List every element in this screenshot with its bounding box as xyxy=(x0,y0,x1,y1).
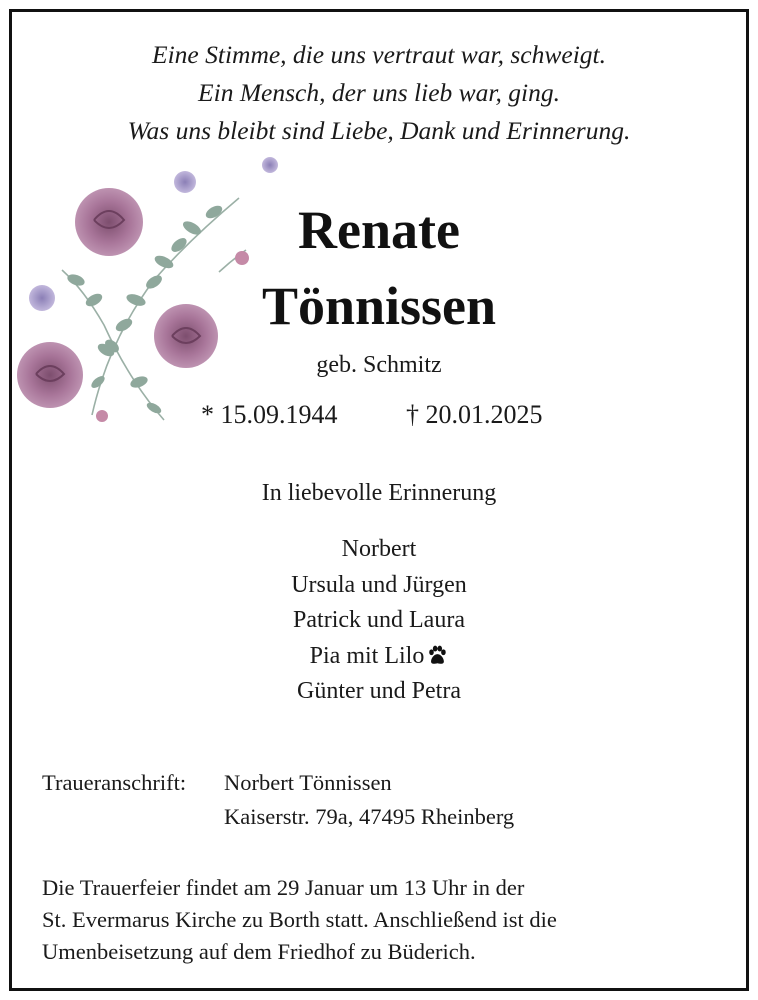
address-label: Traueranschrift: xyxy=(42,770,187,795)
ceremony-line: Umenbeisetzung auf dem Friedhof zu Büderich. xyxy=(42,939,476,964)
ceremony-notice xyxy=(42,872,557,968)
verse xyxy=(0,36,758,150)
maiden-name: geb. Schmitz xyxy=(316,352,442,378)
deceased-last-name: Tönnissen xyxy=(261,276,497,336)
address-name: Norbert Tönnissen xyxy=(224,770,392,795)
mourner: Ursula und Jürgen xyxy=(291,571,467,598)
verse-line: Ein Mensch, der uns lieb war, ging. xyxy=(198,78,560,107)
death-date: † 20.01.2025 xyxy=(406,400,543,429)
mourner: Günter und Petra xyxy=(297,678,461,704)
verse-line: Was uns bleibt sind Liebe, Dank und Erinnerung. xyxy=(127,116,631,145)
verse-line: Eine Stimme, die uns vertraut war, schweigt. xyxy=(152,40,606,69)
ceremony-line: Die Trauerfeier findet am 29 Januar um 13 Uhr in der xyxy=(42,875,525,900)
birth-date: * 15.09.1944 xyxy=(201,400,338,429)
mourner-with-pet xyxy=(0,639,758,675)
mourners-list xyxy=(0,532,758,710)
deceased-first-name: Renate xyxy=(298,200,460,260)
memory-line: In liebevolle Erinnerung xyxy=(261,480,497,506)
ceremony-line: St. Evermarus Kirche zu Borth statt. Anschließend ist die xyxy=(42,907,557,932)
mourner: Norbert xyxy=(341,536,417,562)
paw-icon xyxy=(426,644,448,666)
mourner: Patrick und Laura xyxy=(293,607,465,633)
address-street: Kaiserstr. 79a, 47495 Rheinberg xyxy=(224,804,515,829)
mourner: Pia mit Lilo xyxy=(309,642,425,669)
